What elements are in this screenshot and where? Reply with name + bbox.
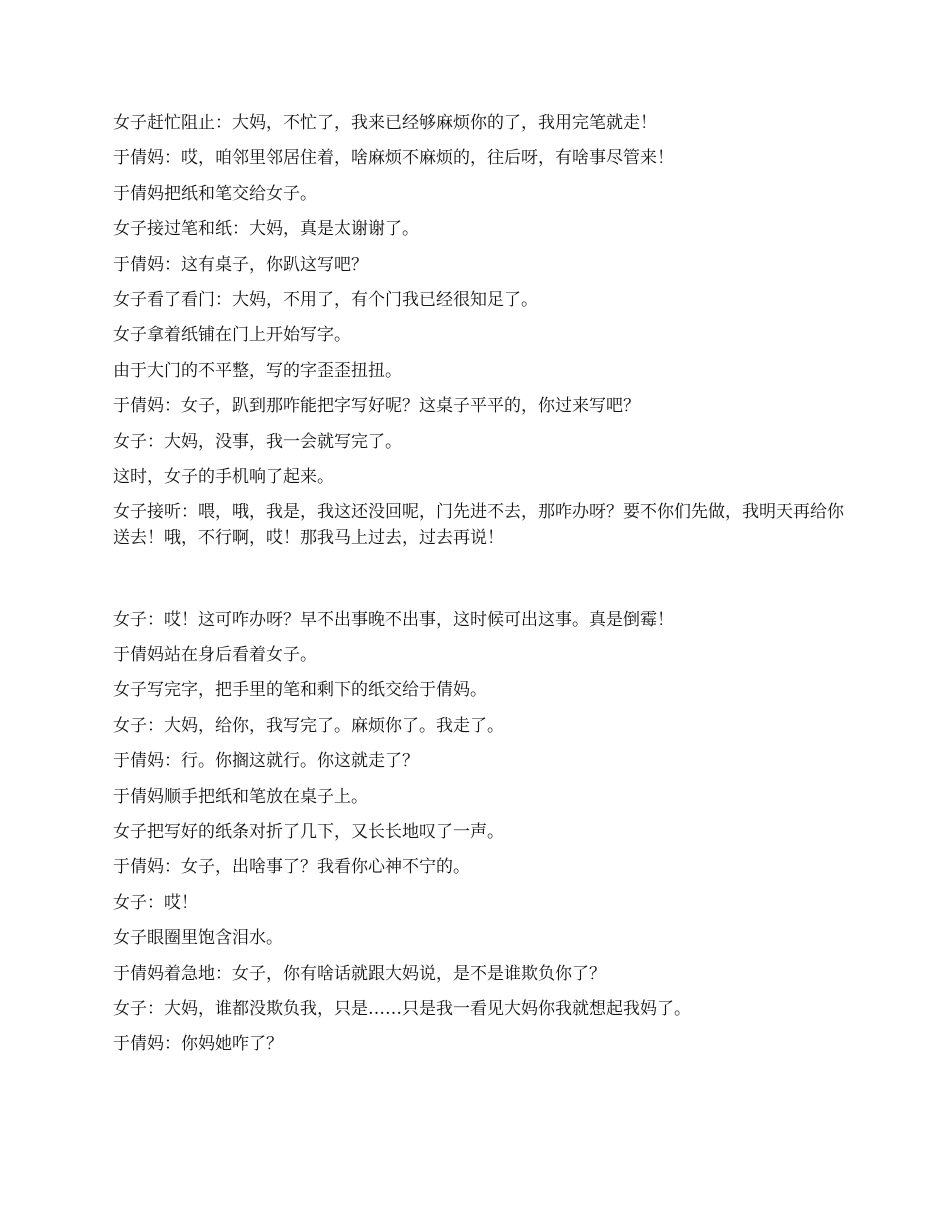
paragraph: 于倩妈：女子，趴到那咋能把字写好呢？这桌子平平的，你过来写吧？ — [113, 396, 640, 417]
paragraph: 女子接听：喂，哦，我是，我这还没回呢，门先进不去，那咋办呀？要不你们先做，我明天再给你送去！哦，不行啊，哎！那我马上过去，过去再说！ — [113, 502, 844, 549]
paragraph: 于倩妈：这有桌子，你趴这写吧？ — [113, 254, 368, 275]
paragraph: 于倩妈把纸和笔交给女子。 — [113, 183, 317, 204]
paragraph: 女子写完字，把手里的笔和剩下的纸交给于倩妈。 — [113, 680, 487, 701]
paragraph: 女子：大妈，谁都没欺负我，只是……只是我一看见大妈你我就想起我妈了。 — [113, 998, 691, 1019]
paragraph: 女子：哎！ — [113, 892, 198, 913]
paragraph: 于倩妈：女子，出啥事了？我看你心神不宁的。 — [113, 857, 470, 878]
paragraph: 女子把写好的纸条对折了几下，又长长地叹了一声。 — [113, 822, 504, 843]
paragraph: 女子拿着纸铺在门上开始写字。 — [113, 325, 351, 346]
paragraph: 于倩妈：哎，咱邻里邻居住着，啥麻烦不麻烦的，往后呀，有啥事尽管来！ — [113, 148, 674, 169]
paragraph: 女子赶忙阻止：大妈，不忙了，我来已经够麻烦你的了，我用完笔就走！ — [113, 113, 657, 133]
paragraph: 于倩妈站在身后看着女子。 — [113, 645, 317, 666]
section-gap — [113, 561, 848, 607]
paragraph: 女子看了看门：大妈，不用了，有个门我已经很知足了。 — [113, 289, 538, 310]
paragraph: 于倩妈着急地：女子，你有啥话就跟大妈说，是不是谁欺负你了？ — [113, 963, 606, 984]
paragraph: 女子：大妈，给你，我写完了。麻烦你了。我走了。 — [113, 715, 504, 736]
paragraph: 女子：哎！这可咋办呀？早不出事晚不出事，这时候可出这事。真是倒霉！ — [113, 609, 674, 630]
paragraph: 由于大门的不平整，写的字歪歪扭扭。 — [113, 360, 402, 381]
paragraph: 女子眼圈里饱含泪水。 — [113, 928, 283, 949]
paragraph: 于倩妈顺手把纸和笔放在桌子上。 — [113, 786, 368, 807]
paragraph: 女子接过笔和纸：大妈，真是太谢谢了。 — [113, 219, 419, 240]
paragraph: 于倩妈：行。你搁这就行。你这就走了？ — [113, 751, 419, 772]
paragraph: 这时，女子的手机响了起来。 — [113, 466, 334, 487]
script-text — [113, 110, 848, 1067]
paragraph: 女子：大妈，没事，我一会就写完了。 — [113, 431, 402, 452]
paragraph: 于倩妈：你妈她咋了？ — [113, 1034, 283, 1055]
